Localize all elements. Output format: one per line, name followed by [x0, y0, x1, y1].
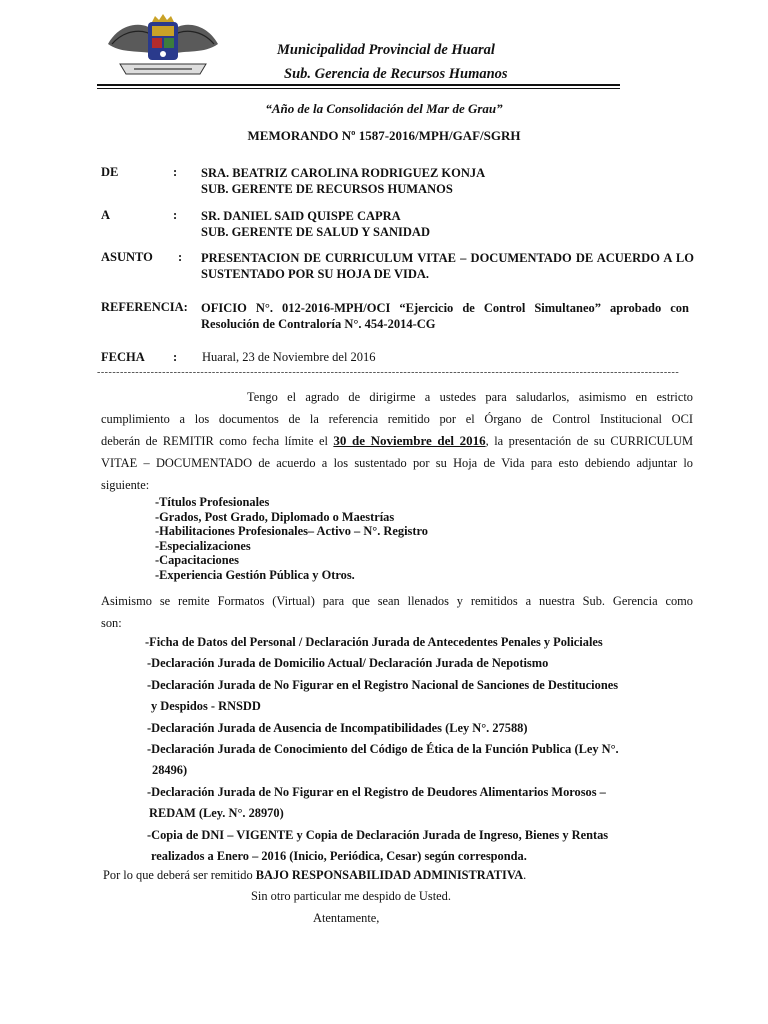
colon-de: : — [173, 165, 178, 179]
list-item: 28496) — [152, 763, 188, 778]
intro-line3 — [101, 430, 693, 452]
responsibility-emphasis: BAJO RESPONSABILIDAD ADMINISTRATIVA — [255, 868, 524, 882]
colon-fecha: : — [173, 350, 178, 364]
separator-line: -------------------------------------------------------------------------------------------------------------------------------------------------------- — [97, 367, 680, 378]
list-item: REDAM (Ley. N°. 28970) — [149, 806, 284, 821]
responsibility-line — [103, 867, 526, 883]
municipal-crest-logo — [100, 14, 226, 78]
label-fecha: FECHA — [101, 350, 145, 364]
responsibility-start: Por lo que deberá ser remitido — [103, 868, 256, 882]
closing-regards: Atentamente, — [313, 911, 380, 925]
intro-line5: siguiente: — [101, 478, 150, 492]
a-line2: SUB. GERENTE DE SALUD Y SANIDAD — [201, 225, 430, 239]
list-item: -Declaración Jurada de No Figurar en el Registro Nacional de Sanciones de Destituciones — [147, 677, 619, 692]
list-item: -Declaración Jurada de Domicilio Actual/ Declaración Jurada de Nepotismo — [147, 656, 549, 671]
memo-title: MEMORANDO Nº 1587-2016/MPH/GAF/SGRH — [247, 128, 521, 143]
value-de — [201, 165, 694, 197]
intro-line3-start: deberán de REMITIR como fecha límite el — [101, 434, 334, 448]
intro-line1: Tengo el agrado de dirigirme a ustedes para saludarlos, asimismo en estricto — [247, 390, 693, 404]
list-item: -Declaración Jurada de Ausencia de Incompatibilidades (Ley N°. 27588) — [147, 720, 528, 735]
referencia-line2: Resolución de Contraloría N°. 454-2014-CG — [201, 317, 436, 331]
list-item: realizados a Enero – 2016 (Inicio, Periódica, Cesar) según corresponda. — [151, 849, 527, 864]
year-motto: “Año de la Consolidación del Mar de Grau” — [265, 101, 503, 116]
label-referencia: REFERENCIA: — [101, 300, 188, 314]
colon-a: : — [173, 208, 178, 222]
header-rule-thin — [97, 88, 620, 89]
de-line1: SRA. BEATRIZ CAROLINA RODRIGUEZ KONJA — [201, 166, 486, 180]
list-item: -Declaración Jurada de No Figurar en el Registro de Deudores Alimentarios Morosos – — [147, 784, 606, 799]
referencia-line1: OFICIO N°. 012-2016-MPH/OCI “Ejercicio de Control Simultaneo” aprobado con — [201, 301, 689, 315]
responsibility-end: . — [523, 868, 527, 882]
list-item: y Despidos - RNSDD — [151, 699, 261, 714]
list-item: -Declaración Jurada de Conocimiento del Código de Ética de la Función Publica (Ley N°. — [147, 742, 619, 757]
value-a — [201, 208, 694, 240]
paragraph-intro — [101, 386, 693, 496]
intro-line2: cumplimiento a los documentos de la referencia remitido por el Órgano de Control Institucional OCI — [101, 412, 693, 426]
header-rule — [97, 84, 620, 86]
list-item: -Ficha de Datos del Personal / Declaración Jurada de Antecedentes Penales y Policiales — [145, 635, 603, 649]
org-name: Municipalidad Provincial de Huaral — [277, 42, 495, 58]
colon-asunto: : — [178, 250, 183, 264]
intro-line3-end: , la presentación de su CURRICULUM — [485, 434, 693, 448]
list-item: -Habilitaciones Profesionales– Activo – N°. Registro — [155, 524, 428, 539]
value-asunto — [201, 250, 694, 282]
intro-line4: VITAE – DOCUMENTADO de acuerdo a los sustentado por su Hoja de Vida para esto debiendo adjuntar lo — [101, 456, 693, 470]
requirements-list — [155, 495, 428, 583]
closing-farewell: Sin otro particular me despido de Usted. — [251, 889, 451, 903]
label-a: A — [101, 208, 111, 222]
value-fecha: Huaral, 23 de Noviembre del 2016 — [202, 350, 376, 364]
list-item: -Copia de DNI – VIGENTE y Copia de Declaración Jurada de Ingreso, Bienes y Rentas — [147, 827, 609, 842]
asunto-line2: SUSTENTADO POR SU HOJA DE VIDA. — [201, 267, 430, 281]
a-line1: SR. DANIEL SAID QUISPE CAPRA — [201, 209, 401, 223]
de-line2: SUB. GERENTE DE RECURSOS HUMANOS — [201, 182, 453, 196]
list-item: -Capacitaciones — [155, 553, 239, 568]
list-item: -Especializaciones — [155, 538, 251, 553]
formats-line2: son: — [101, 616, 122, 630]
deadline-date: 30 de Noviembre del 2016 — [333, 433, 486, 448]
list-item: -Grados, Post Grado, Diplomado o Maestrías — [155, 509, 395, 524]
label-de: DE — [101, 165, 119, 179]
asunto-line1: PRESENTACION DE CURRICULUM VITAE – DOCUMENTADO DE ACUERDO A LO — [201, 251, 694, 265]
formats-list — [145, 632, 619, 867]
paragraph-formats — [101, 590, 693, 634]
formats-line1: Asimismo se remite Formatos (Virtual) para que sean llenados y remitidos a nuestra Sub. Gerencia como — [101, 594, 693, 608]
list-item: -Títulos Profesionales — [155, 495, 270, 509]
list-item: -Experiencia Gestión Pública y Otros. — [155, 567, 355, 582]
department-name: Sub. Gerencia de Recursos Humanos — [284, 66, 508, 82]
value-referencia — [201, 300, 689, 332]
label-asunto: ASUNTO — [101, 250, 153, 264]
